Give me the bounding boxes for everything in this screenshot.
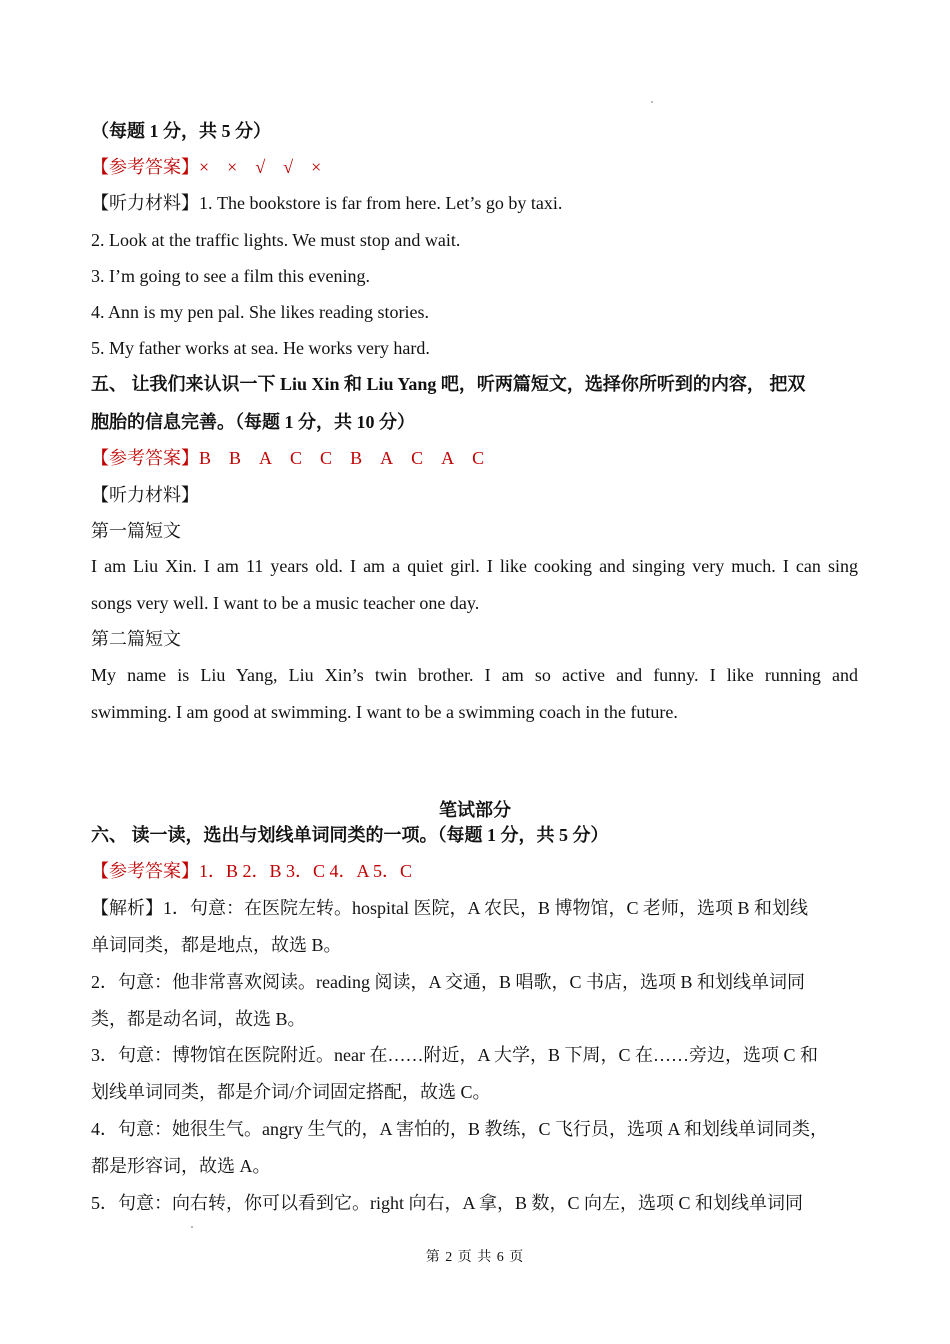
- s6-analysis-9: 5．句意：向右转，你可以看到它。right 向右，A 拿，B 数，C 向左，选项 C 和划线单词同: [91, 1193, 804, 1213]
- s5-passage2-title: 第二篇短文: [91, 629, 181, 649]
- s4-listening-line1: [91, 191, 562, 215]
- s5-answer-2: B: [229, 448, 242, 468]
- s4-answer-label: 【参考答案】: [91, 157, 199, 177]
- s4-listening-text-4: 4. Ann is my pen pal. She likes reading stories.: [91, 302, 429, 322]
- s5-answer-4: C: [290, 448, 303, 468]
- s4-listening-text-3: 3. I’m going to see a film this evening.: [91, 266, 370, 286]
- s4-answer-4: √: [283, 157, 294, 177]
- s5-answer-9: A: [441, 448, 455, 468]
- s5-answer-1: B: [199, 448, 212, 468]
- s5-answer-7: A: [380, 448, 394, 468]
- s6-analysis-2: 单词同类，都是地点，故选 B。: [91, 935, 342, 955]
- s4-answer-2: ×: [227, 157, 238, 177]
- scan-dot: [651, 101, 653, 103]
- s5-passage2-line1: My name is Liu Yang, Liu Xin’s twin brother. I am so active and funny. I like running and: [91, 665, 858, 685]
- s5-answer-line: [91, 446, 502, 470]
- s6-analysis-8: 都是形容词，故选 A。: [91, 1156, 271, 1176]
- s6-answer-line: 【参考答案】1．B 2．B 3．C 4．A 5．C: [91, 861, 413, 881]
- s4-listening-text-2: 2. Look at the traffic lights. We must stop and wait.: [91, 230, 461, 250]
- s6-analysis-3: 2．句意：他非常喜欢阅读。reading 阅读，A 交通，B 唱歌，C 书店，选项 B 和划线单词同: [91, 972, 805, 992]
- s5-listening-label: 【听力材料】: [91, 485, 199, 505]
- s4-listening-text-5: 5. My father works at sea. He works very hard.: [91, 338, 430, 358]
- s6-analysis-6: 划线单词同类，都是介词/介词固定搭配，故选 C。: [91, 1082, 491, 1102]
- s5-passage2-line2: swimming. I am good at swimming. I want to be a swimming coach in the future.: [91, 702, 678, 722]
- s5-answer-10: C: [472, 448, 485, 468]
- s5-passage1-line2: songs very well. I want to be a music teacher one day.: [91, 593, 480, 613]
- s5-passage1-line1: I am Liu Xin. I am 11 years old. I am a quiet girl. I like cooking and singing very much. I can sing: [91, 556, 858, 576]
- s5-passage1-title: 第一篇短文: [91, 521, 181, 541]
- s4-answer-3: √: [255, 157, 266, 177]
- s4-listening-text-1: 1. The bookstore is far from here. Let’s go by taxi.: [199, 193, 563, 213]
- s4-answer-line: [91, 155, 339, 179]
- s5-answer-label: 【参考答案】: [91, 448, 199, 468]
- s6-analysis-7: 4．句意：她很生气。angry 生气的，A 害怕的，B 教练，C 飞行员，选项 A 和划线单词同类，: [91, 1119, 829, 1139]
- scan-dot: [191, 1226, 193, 1228]
- page-footer: 第 2 页 共 6 页: [425, 1250, 525, 1265]
- s4-score: （每题 1 分，共 5 分）: [91, 121, 271, 141]
- s6-analysis-1: 【解析】1．句意：在医院左转。hospital 医院，A 农民，B 博物馆，C 老师，选项 B 和划线: [91, 898, 809, 918]
- s6-title: 六、 读一读，选出与划线单词同类的一项。（每题 1 分，共 5 分）: [91, 825, 609, 845]
- s6-analysis-5: 3．句意：博物馆在医院附近。near 在……附近，A 大学，B 下周，C 在……旁边，选项 C 和: [91, 1045, 818, 1065]
- s5-answer-6: B: [350, 448, 363, 468]
- written-part-heading: 笔试部分: [439, 800, 511, 820]
- s5-answer-5: C: [320, 448, 333, 468]
- s5-answer-8: C: [411, 448, 424, 468]
- s4-listening-label: 【听力材料】: [91, 193, 199, 213]
- s5-title-line2: 胞胎的信息完善。（每题 1 分，共 10 分）: [91, 412, 415, 432]
- s4-answer-1: ×: [199, 157, 210, 177]
- s6-analysis-4: 类，都是动名词，故选 B。: [91, 1009, 306, 1029]
- s4-answer-5: ×: [311, 157, 322, 177]
- s5-answer-3: A: [259, 448, 273, 468]
- s5-title-line1: 五、 让我们来认识一下 Liu Xin 和 Liu Yang 吧，听两篇短文，选择你所听到的内容， 把双: [91, 374, 806, 394]
